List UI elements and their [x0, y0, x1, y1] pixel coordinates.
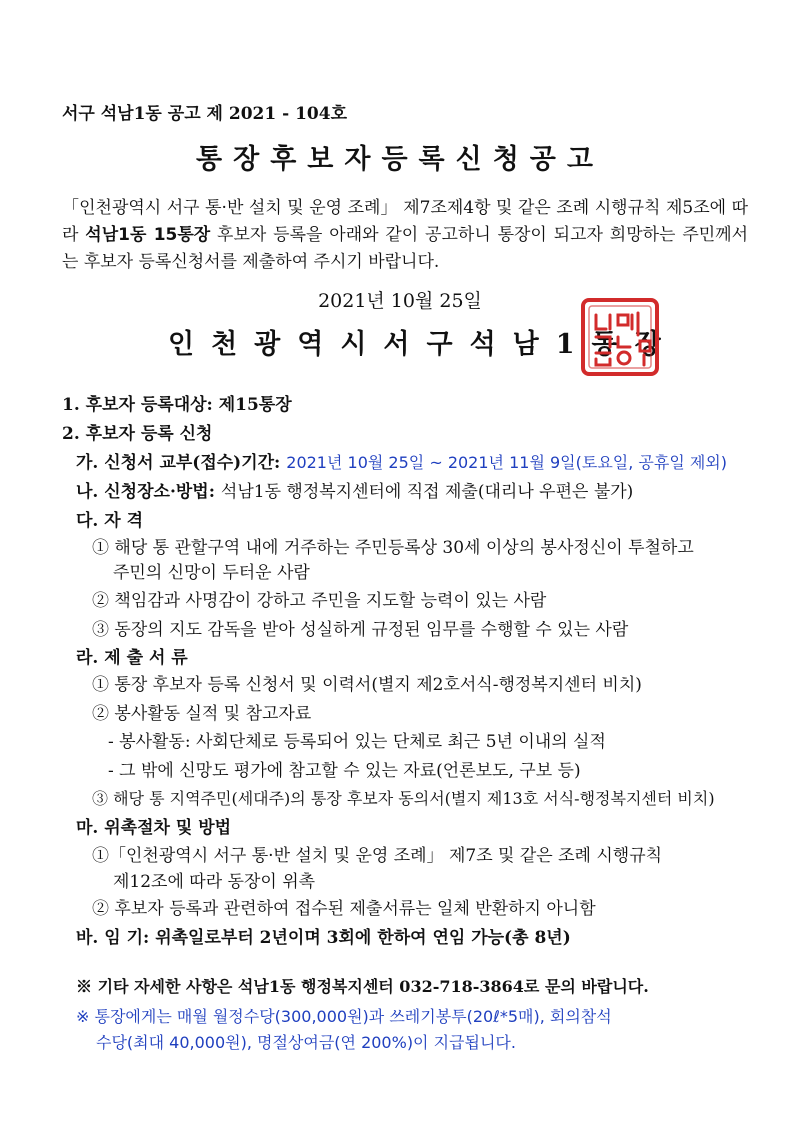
document-item-2: ② 봉사활동 실적 및 참고자료 [92, 704, 312, 724]
intro-text-b: 후보자 등록을 아래와 같이 공고하니 통장이 되고자 희망하는 주민께서는 후보자 등록신청서를 제출하여 주시기 바랍니다. [62, 225, 749, 272]
qualification-1: ① 해당 통 관할구역 내에 거주하는 주민등록상 30세 이상의 봉사정신이 투철하고 [92, 538, 694, 558]
section-2-na [76, 481, 633, 503]
intro-paragraph [62, 195, 748, 276]
allowance-note-line-1: ※ 통장에게는 매월 월정수당(300,000원)과 쓰레기봉투(20ℓ*5매), 회의참석 [76, 1007, 612, 1026]
document-number: 서구 석남1동 공고 제 2021 - 104호 [62, 104, 347, 124]
issuer-name: 인천광역시서구석남1동장 [168, 329, 678, 360]
contact-note: ※ 기타 자세한 사항은 석남1동 행정복지센터 032-718-3864로 문의 바랍니다. [76, 977, 649, 996]
section-2-ra: 라. 제 출 서 류 [76, 648, 188, 668]
section-2-da: 다. 자 격 [76, 511, 144, 531]
intro-text-a: 「인천광역시 서구 통·반 설치 및 운영 조례」 제7조제4항 및 같은 조례 시행규칙 제5조에 따라 [62, 198, 748, 245]
procedure-1: ①「인천광역시 서구 통·반 설치 및 운영 조례」 제7조 및 같은 조례 시행규칙 [92, 846, 663, 866]
document-item-2-sub-2: - 그 밖에 신망도 평가에 참고할 수 있는 자료(언론보도, 구보 등) [108, 761, 581, 781]
section-2-ba: 바. 임 기: 위촉일로부터 2년이며 3회에 한하여 연임 가능(총 8년) [76, 928, 571, 948]
qualification-3: ③ 동장의 지도 감독을 받아 성실하게 규정된 임무를 수행할 수 있는 사람 [92, 620, 629, 640]
section-2-ga [76, 452, 727, 474]
na-label: 나. 신청장소·방법: [76, 482, 221, 502]
notice-date: 2021년 10월 25일 [318, 290, 482, 312]
section-2-ma: 마. 위촉절차 및 방법 [76, 818, 232, 838]
intro-highlight: 석남1동 15통장 [85, 225, 211, 245]
allowance-note-line-2: 수당(최대 40,000원), 명절상여금(연 200%)이 지급됩니다. [96, 1033, 516, 1052]
document-title: 통장후보자등록신청공고 [196, 144, 604, 175]
section-2: 2. 후보자 등록 신청 [62, 424, 213, 444]
section-1: 1. 후보자 등록대상: 제15통장 [62, 395, 292, 415]
document-item-1: ① 통장 후보자 등록 신청서 및 이력서(별지 제2호서식-행정복지센터 비치) [92, 675, 642, 695]
ga-period: 2021년 10월 25일 ~ 2021년 11월 9일(토요일, 공휴일 제외) [286, 453, 728, 472]
ga-label: 가. 신청서 교부(접수)기간: [76, 453, 287, 473]
procedure-1-cont: 제12조에 따라 동장이 위촉 [113, 872, 316, 892]
document-item-2-sub-1: - 봉사활동: 사회단체로 등록되어 있는 단체로 최근 5년 이내의 실적 [108, 732, 606, 752]
na-value: 석남1동 행정복지센터에 직접 제출(대리나 우편은 불가) [220, 482, 634, 502]
qualification-2: ② 책임감과 사명감이 강하고 주민을 지도할 능력이 있는 사람 [92, 591, 547, 611]
qualification-1-cont: 주민의 신망이 두터운 사람 [113, 563, 310, 583]
official-seal-icon [580, 297, 660, 377]
document-item-3: ③ 해당 통 지역주민(세대주)의 통장 후보자 동의서(별지 제13호 서식-행정복지센터 비치) [92, 789, 715, 808]
procedure-2: ② 후보자 등록과 관련하여 접수된 제출서류는 일체 반환하지 아니함 [92, 899, 596, 919]
